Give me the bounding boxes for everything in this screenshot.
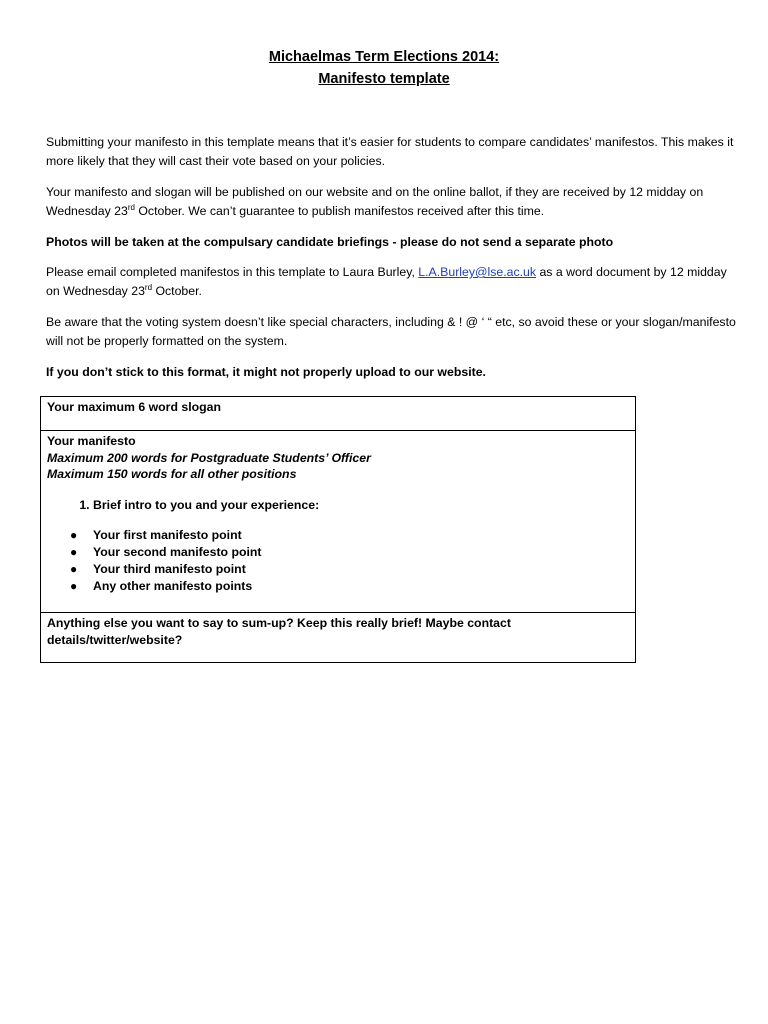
table-row [41,397,636,431]
slogan-cell[interactable] [41,397,636,431]
deadline-paragraph [46,183,736,220]
numbered-list [47,497,629,514]
slogan-label: Your maximum 6 word slogan [47,400,222,414]
bullet-icon: ● [70,562,78,576]
email-text-end: October. [152,283,202,298]
intro-paragraph: Submitting your manifesto in this template means that it’s easier for students to compare candidates’ manifestos. This makes it more likely that they will cast their vote based on your policies. [46,135,734,168]
list-item [70,527,629,544]
photos-notice: Photos will be taken at the compulsary candidate briefings - please do not send a separate photo [46,235,614,249]
manifesto-points-list [47,527,629,595]
list-item [70,578,629,595]
document-subtitle: Manifesto template [318,71,450,87]
format-warning: If you don’t stick to this format, it might not properly upload to our website. [46,365,486,379]
list-item-label: Your first manifesto point [93,528,242,542]
list-item [70,561,629,578]
bullet-icon: ● [70,528,78,542]
summary-label: Anything else you want to say to sum-up? Keep this really brief! Maybe contact details/twitter/website? [47,616,511,647]
date-ordinal-suffix: rd [144,282,153,292]
list-item-label: Any other manifesto points [93,579,253,593]
list-item [70,544,629,561]
table-row [41,431,636,613]
deadline-text: Your manifesto and slogan will be published on our website and on the online ballot, if they are received by 12 midday on Wednesday 23 [46,185,704,218]
list-item: 1. Brief intro to you and your experience: [93,497,629,514]
deadline-text-end: October. We can’t guarantee to publish manifestos received after this time. [134,203,545,218]
table-row [41,613,636,663]
document-title: Michaelmas Term Elections 2014: [268,49,500,65]
email-paragraph [46,263,736,300]
other-word-limit: Maximum 150 words for all other positions [47,467,297,481]
manifesto-label: Your manifesto [47,434,136,448]
manifesto-cell[interactable] [41,431,636,613]
summary-cell[interactable] [41,613,636,663]
email-link[interactable]: L.A.Burley@lse.ac.uk [418,265,537,279]
special-characters-warning: Be aware that the voting system doesn’t like special characters, including & ! @ ‘ “ etc, so avoid these or your slogan/manifesto will not be properly formatted on the system. [46,315,736,348]
postgrad-word-limit: Maximum 200 words for Postgraduate Students’ Officer [47,450,371,465]
list-item-label: Your second manifesto point [93,545,262,559]
list-item-label: Your third manifesto point [93,562,246,576]
date-ordinal-suffix: rd [127,202,135,212]
bullet-icon: ● [70,545,78,559]
bullet-icon: ● [70,579,78,593]
email-text-after: as a word document by 12 midday on Wednesday 23 [46,265,727,298]
email-text: Please email completed manifestos in this template to Laura Burley, [46,265,419,279]
manifesto-form-table [40,396,636,663]
